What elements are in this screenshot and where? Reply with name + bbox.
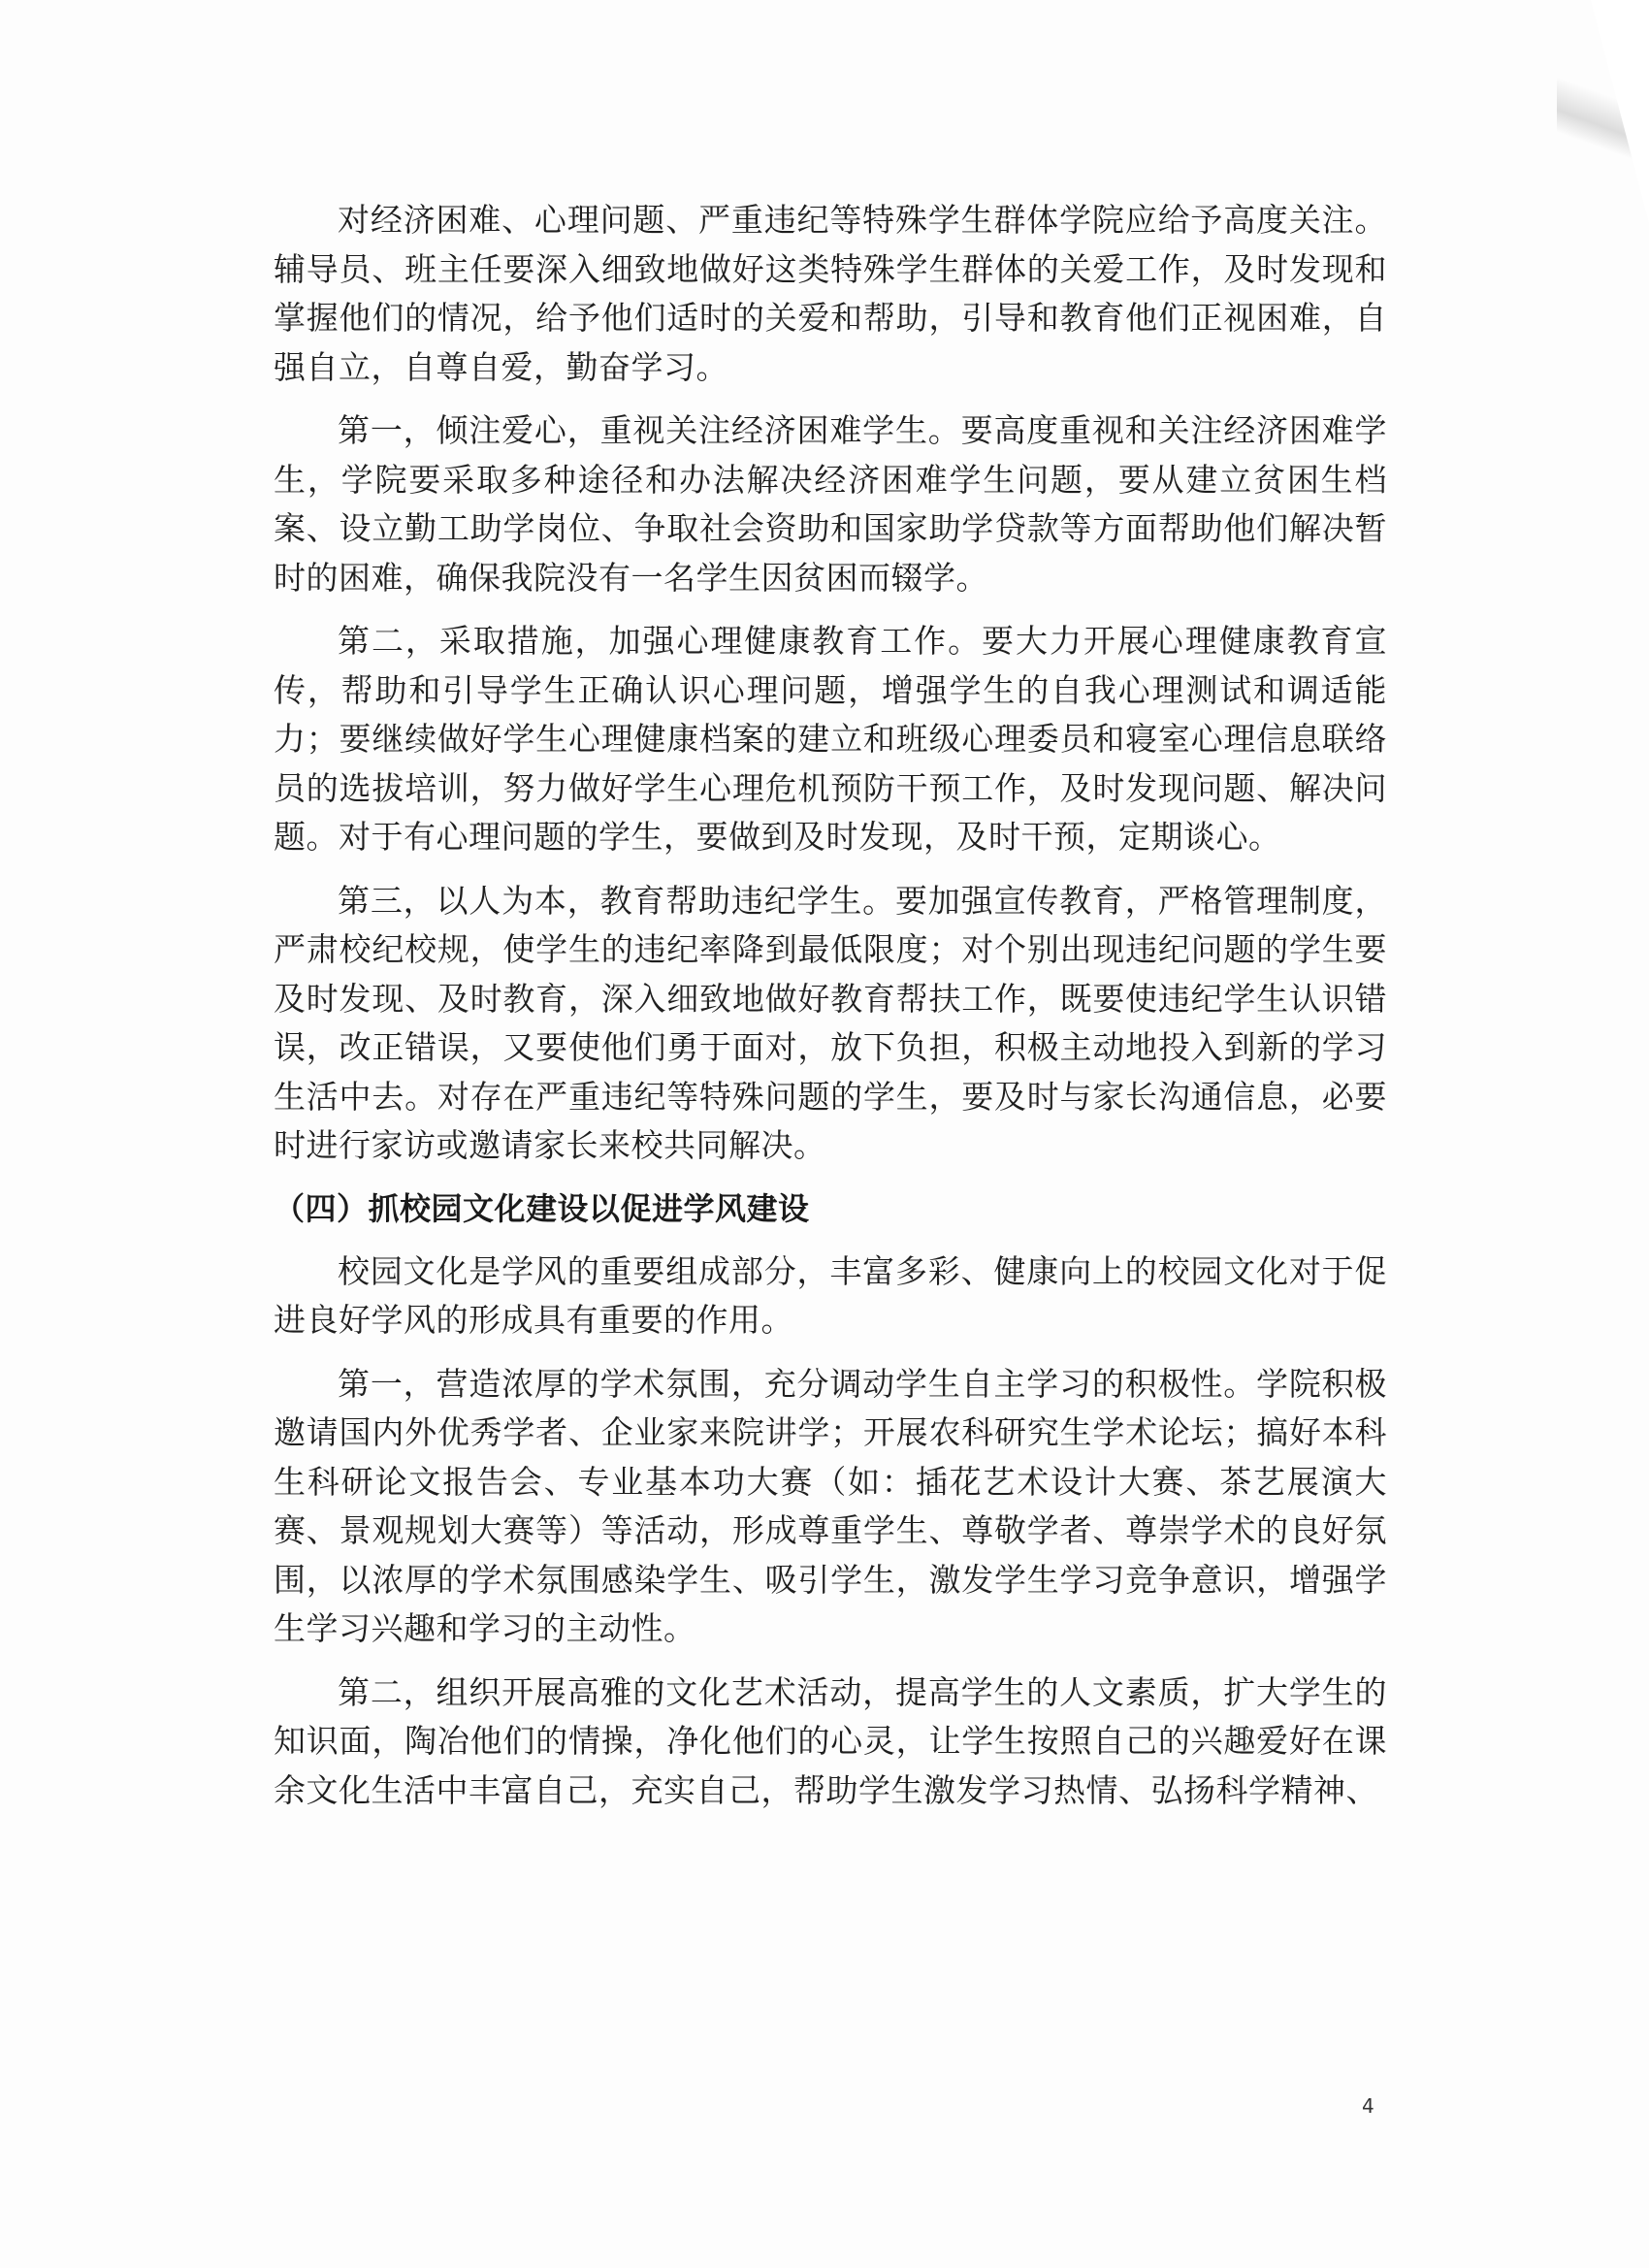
paragraph-mental-health: 第二，采取措施，加强心理健康教育工作。要大力开展心理健康教育宣传，帮助和引导学生正确认识心理问题，增强学生的自我心理测试和调适能力；要继续做好学生心理健康档案的建立和班级心理委员和寝室心理信息联络员的选拔培训，努力做好学生心理危机预防干预工作，及时发现问题、解决问题。对于有心理问题的学生，要做到及时发现，及时干预，定期谈心。 — [274, 622, 1387, 856]
page-number: 4 — [1362, 2094, 1374, 2118]
paragraph-academic-atmosphere: 第一，营造浓厚的学术氛围，充分调动学生自主学习的积极性。学院积极邀请国内外优秀学者、企业家来院讲学；开展农科研究生学术论坛；搞好本科生科研论文报告会、专业基本功大赛（如：插花艺术设计大赛、茶艺展演大赛、景观规划大赛等）等活动，形成尊重学生、尊敬学者、尊崇学术的良好氛围，以浓厚的学术氛围感染学生、吸引学生，激发学生学习竞争意识，增强学生学习兴趣和学习的主动性。 — [274, 1364, 1387, 1647]
paragraph-cultural-activities: 第二，组织开展高雅的文化艺术活动，提高学生的人文素质，扩大学生的知识面，陶冶他们的情操，净化他们的心灵，让学生按照自己的兴趣爱好在课余文化生活中丰富自己，充实自己，帮助学生激发学习热情、弘扬科学精神、 — [274, 1672, 1387, 1809]
paragraph-discipline: 第三，以人为本，教育帮助违纪学生。要加强宣传教育，严格管理制度，严肃校纪校规，使学生的违纪率降到最低限度；对个别出现违纪问题的学生要及时发现、及时教育，深入细致地做好教育帮扶工作，既要使违纪学生认识错误，改正错误，又要使他们勇于面对，放下负担，积极主动地投入到新的学习生活中去。对存在严重违纪等特殊问题的学生，要及时与家长沟通信息，必要时进行家访或邀请家长来校共同解决。 — [274, 881, 1387, 1164]
paragraph-campus-culture-intro: 校园文化是学风的重要组成部分，丰富多彩、健康向上的校园文化对于促进良好学风的形成具有重要的作用。 — [274, 1251, 1387, 1339]
page-corner-fold — [1591, 0, 1649, 223]
section-heading: （四）抓校园文化建设以促进学风建设 — [274, 1189, 810, 1227]
paragraph-economic-difficulty: 第一，倾注爱心，重视关注经济困难学生。要高度重视和关注经济困难学生，学院要采取多种途径和办法解决经济困难学生问题，要从建立贫困生档案、设立勤工助学岗位、争取社会资助和国家助学贷款等方面帮助他们解决暂时的困难，确保我院没有一名学生因贫困而辍学。 — [274, 411, 1387, 597]
document-body — [274, 196, 1387, 1830]
paragraph-special-groups: 对经济困难、心理问题、严重违纪等特殊学生群体学院应给予高度关注。辅导员、班主任要深入细致地做好这类特殊学生群体的关爱工作，及时发现和掌握他们的情况，给予他们适时的关爱和帮助，引导和教育他们正视困难，自强自立，自尊自爱，勤奋学习。 — [274, 201, 1387, 386]
